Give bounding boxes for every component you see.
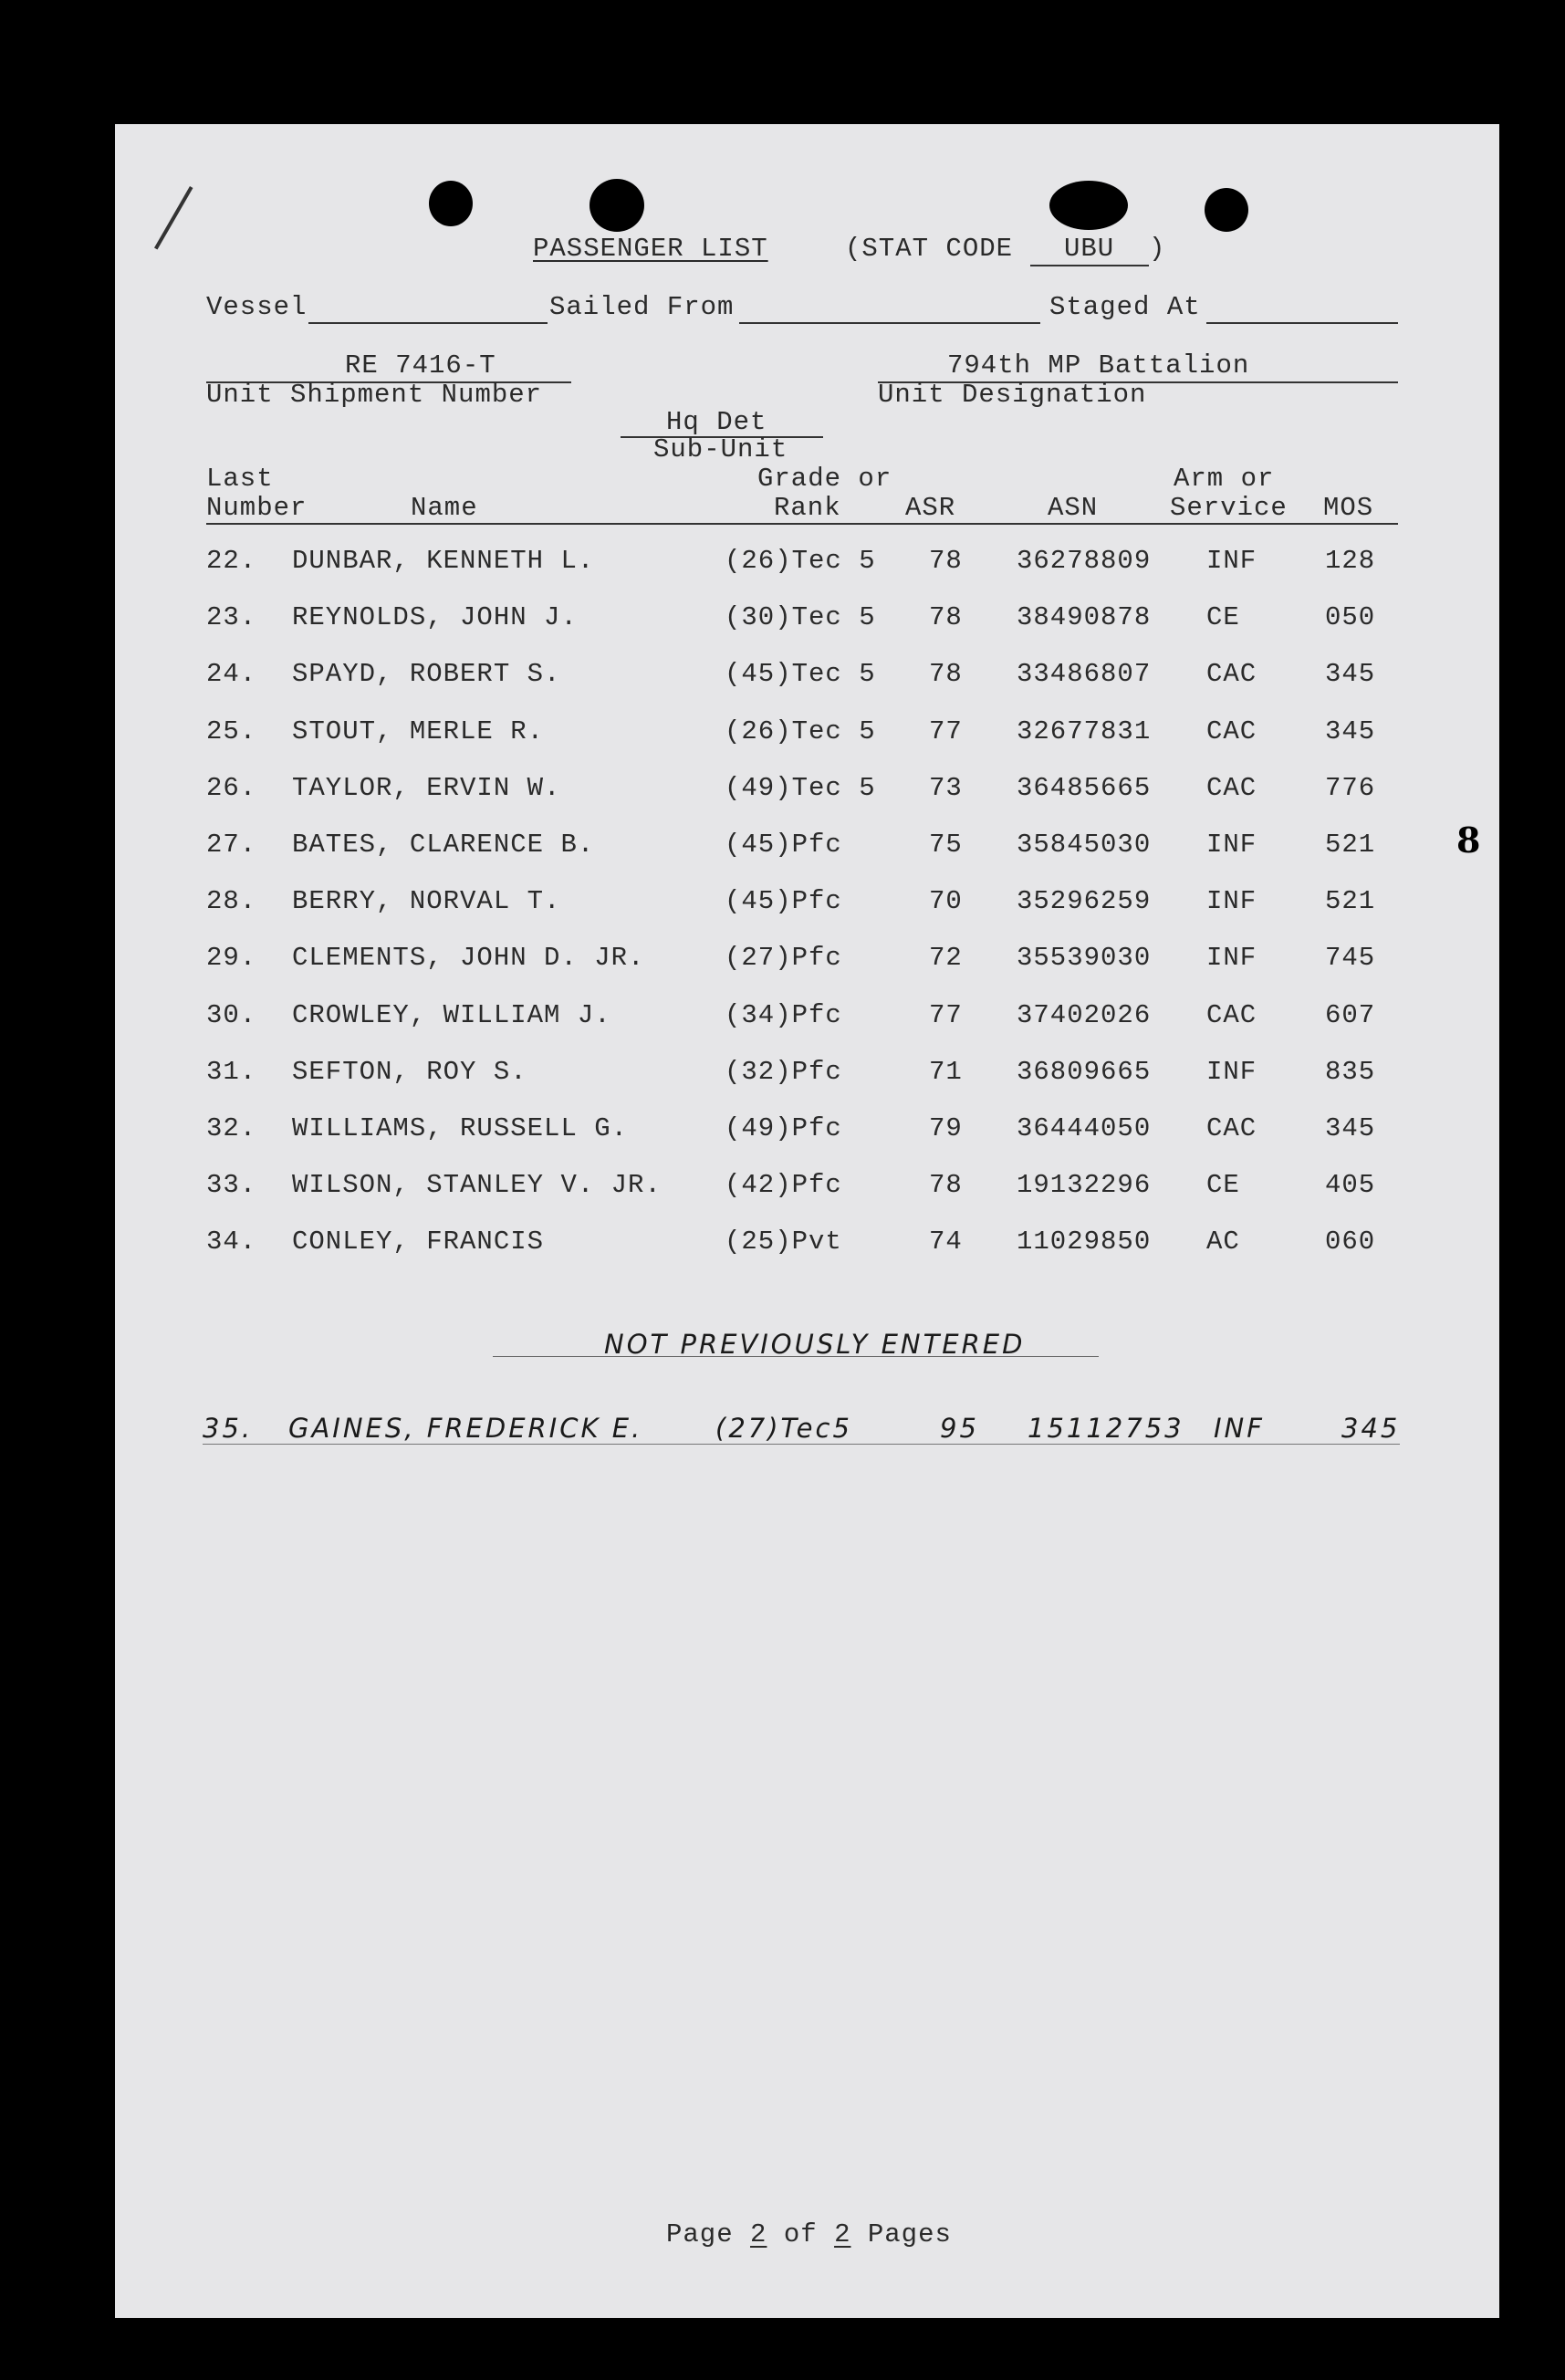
row-mos: 607 [1325,999,1376,1030]
row-number: 30. [206,999,257,1030]
pages-label: Pages [867,2219,952,2250]
row-grade: (42)Pfc [725,1170,842,1201]
row-asr: 72 [929,943,963,974]
row-asn: 36485665 [1017,772,1152,803]
row-mos: 128 [1325,546,1376,576]
unit-designation: 794th MP Battalion [947,350,1250,381]
sub-unit: Hq Det [666,407,767,437]
row-mos: 405 [1325,1170,1376,1201]
row-number: 26. [206,772,257,803]
row-grade: (45)Pfc [725,830,842,860]
row-number: 31. [206,1056,257,1087]
row-name: CONLEY, FRANCIS [292,1227,545,1258]
table-row [115,716,1484,753]
row-grade: (45)Pfc [725,886,842,917]
table-row [115,943,1484,979]
row-asr: 70 [929,886,963,917]
vessel-field [308,322,548,324]
table-row [115,773,1484,809]
row-arm: INF [1206,1056,1257,1087]
row-name: BERRY, NORVAL T. [292,886,561,917]
row-mos: 835 [1325,1056,1376,1087]
row-arm: INF [1206,546,1257,576]
unit-shipment-label: Unit Shipment Number [206,380,543,410]
stat-code-value: UBU [1064,234,1115,264]
table-row [115,602,1484,639]
sailed-from-field [739,322,1040,324]
row-grade: (26)Tec 5 [725,546,876,576]
row-number: 23. [206,602,257,633]
row-arm: CAC [1206,715,1257,746]
col-name: Name [411,493,478,523]
row-asr: 78 [929,659,963,690]
row-asn: 19132296 [1017,1170,1152,1201]
row-name: DUNBAR, KENNETH L. [292,546,595,576]
row-grade: (27)Pfc [725,943,842,974]
table-row [115,1113,1484,1150]
row-asr: 73 [929,772,963,803]
hw-row-asr: 95 [940,1413,979,1444]
row-number: 28. [206,886,257,917]
row-arm: INF [1206,830,1257,860]
row-mos: 345 [1325,659,1376,690]
row-name: SPAYD, ROBERT S. [292,659,561,690]
col-last-number-1: Last [206,464,274,494]
row-grade: (49)Pfc [725,1113,842,1143]
row-arm: CAC [1206,999,1257,1030]
row-asn: 32677831 [1017,715,1152,746]
stat-code-underline [1030,265,1149,266]
punch-hole-1 [429,181,473,226]
hw-row-asn: 15112753 [1028,1413,1184,1444]
row-mos: 060 [1325,1227,1376,1258]
row-asn: 36809665 [1017,1056,1152,1087]
row-asr: 79 [929,1113,963,1143]
row-number: 29. [206,943,257,974]
col-grade-1: Grade or [757,464,892,494]
row-asr: 75 [929,830,963,860]
table-row [115,886,1484,923]
row-number: 24. [206,659,257,690]
row-asr: 77 [929,715,963,746]
row-arm: CE [1206,602,1240,633]
page-title: PASSENGER LIST [533,234,768,264]
margin-number: 8 [1456,819,1481,861]
hw-row-rule [203,1444,1400,1445]
col-arm-2: Service [1170,493,1288,523]
row-asr: 78 [929,1170,963,1201]
page-number: 2 [750,2219,767,2250]
row-name: TAYLOR, ERVIN W. [292,772,561,803]
table-row [115,1170,1484,1206]
handwritten-heading-rule [493,1356,1099,1357]
row-mos: 050 [1325,602,1376,633]
stat-code-close: ) [1149,234,1166,264]
row-asn: 37402026 [1017,999,1152,1030]
staged-at-label: Staged At [1049,292,1201,322]
stat-code-label: (STAT CODE [845,234,1014,264]
row-name: CROWLEY, WILLIAM J. [292,999,611,1030]
row-asn: 36278809 [1017,546,1152,576]
row-asn: 38490878 [1017,602,1152,633]
staged-at-field [1206,322,1398,324]
row-mos: 521 [1325,830,1376,860]
of-label: of [783,2219,818,2250]
page-footer [666,2219,952,2250]
row-name: BATES, CLARENCE B. [292,830,595,860]
row-asr: 71 [929,1056,963,1087]
col-arm-1: Arm or [1174,464,1275,494]
row-arm: CAC [1206,1113,1257,1143]
row-arm: INF [1206,886,1257,917]
row-number: 27. [206,830,257,860]
row-grade: (45)Tec 5 [725,659,876,690]
punch-hole-4 [1205,188,1248,232]
col-asn: ASN [1048,493,1099,523]
row-asn: 33486807 [1017,659,1152,690]
table-row [115,1057,1484,1093]
row-grade: (30)Tec 5 [725,602,876,633]
row-arm: AC [1206,1227,1240,1258]
row-grade: (32)Pfc [725,1056,842,1087]
row-number: 22. [206,546,257,576]
col-grade-2: Rank [774,493,841,523]
row-grade: (26)Tec 5 [725,715,876,746]
row-name: SEFTON, ROY S. [292,1056,527,1087]
row-grade: (49)Tec 5 [725,772,876,803]
row-name: STOUT, MERLE R. [292,715,545,746]
row-mos: 345 [1325,1113,1376,1143]
col-last-number-2: Number [206,493,308,523]
row-name: CLEMENTS, JOHN D. JR. [292,943,645,974]
row-arm: CAC [1206,772,1257,803]
header-rule [206,523,1398,525]
row-arm: INF [1206,943,1257,974]
sub-unit-label: Sub-Unit [653,434,788,465]
col-mos: MOS [1323,493,1374,523]
hw-row-grade: (27)Tec5 [715,1413,852,1444]
row-mos: 345 [1325,715,1376,746]
not-previously-entered: NOT PREVIOUSLY ENTERED [604,1329,1026,1360]
row-mos: 776 [1325,772,1376,803]
table-row [115,659,1484,695]
row-asr: 78 [929,602,963,633]
table-row [115,1000,1484,1037]
hw-row-number: 35. [203,1413,254,1444]
row-name: WILSON, STANLEY V. JR. [292,1170,662,1201]
row-asn: 35296259 [1017,886,1152,917]
table-row [115,1227,1484,1263]
row-mos: 745 [1325,943,1376,974]
row-asr: 74 [929,1227,963,1258]
row-asn: 11029850 [1017,1227,1152,1258]
row-asn: 35845030 [1017,830,1152,860]
row-asr: 77 [929,999,963,1030]
row-name: WILLIAMS, RUSSELL G. [292,1113,629,1143]
page-total: 2 [834,2219,851,2250]
row-arm: CAC [1206,659,1257,690]
table-row [115,830,1484,866]
sailed-from-label: Sailed From [549,292,735,322]
row-number: 32. [206,1113,257,1143]
row-asr: 78 [929,546,963,576]
table-row [115,546,1484,582]
row-grade: (25)Pvt [725,1227,842,1258]
row-mos: 521 [1325,886,1376,917]
page-label: Page [666,2219,734,2250]
hw-row-mos: 345 [1341,1413,1401,1444]
row-name: REYNOLDS, JOHN J. [292,602,578,633]
unit-shipment-number: RE 7416-T [345,350,496,381]
row-number: 25. [206,715,257,746]
document-sheet [115,124,1499,2318]
row-arm: CE [1206,1170,1240,1201]
row-number: 34. [206,1227,257,1258]
punch-hole-3 [1049,181,1128,230]
row-number: 33. [206,1170,257,1201]
col-asr: ASR [905,493,956,523]
check-mark-icon [154,186,193,250]
hw-row-name: GAINES, FREDERICK E. [288,1413,643,1444]
hw-row-arm: INF [1214,1413,1265,1444]
row-asn: 36444050 [1017,1113,1152,1143]
row-grade: (34)Pfc [725,999,842,1030]
punch-hole-2 [589,179,644,232]
row-asn: 35539030 [1017,943,1152,974]
unit-designation-label: Unit Designation [878,380,1147,410]
vessel-label: Vessel [206,292,308,322]
